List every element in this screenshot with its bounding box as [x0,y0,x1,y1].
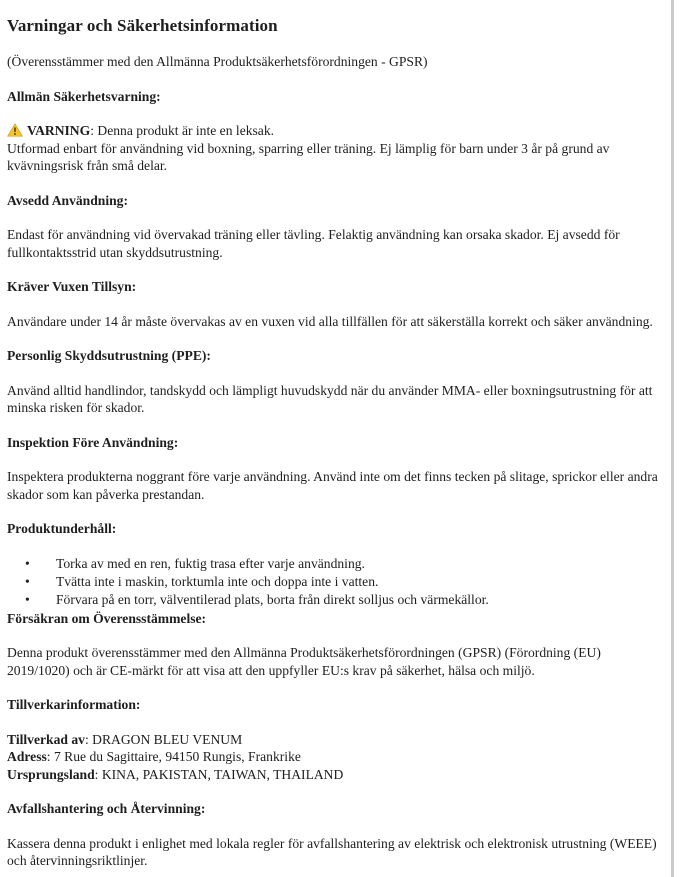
paragraph-conformity: Denna produkt överensstämmer med den Allmänna Produktsäkerhetsförordningen (GPSR) (Förordning (EU) 2019/1020) och är CE-märkt för att visa att den uppfyller EU:s krav på säkerhet, hälsa och miljö. [7,645,601,678]
document-subtitle: (Överensstämmer med den Allmänna Produktsäkerhetsförordningen - GPSR) [7,54,428,69]
list-item [7,555,662,573]
paragraph-general-warning: Utformad enbart för användning vid boxning, sparring eller träning. Ej lämplig för barn under 3 år på grund av kvävningsrisk från små delar. [7,140,610,173]
address-field [7,748,662,766]
section-heading-adult-supervision: Kräver Vuxen Tillsyn: [7,279,137,294]
page-title: Varningar och Säkerhetsinformation [7,16,278,35]
section-heading-waste-recycling: Avfallshantering och Återvinning: [7,801,206,816]
warning-label: VARNING [27,123,91,138]
list-item-text: Förvara på en torr, välventilerad plats, borta från direkt solljus och värmekällor. [56,591,489,607]
list-item [7,573,662,591]
paragraph-ppe: Använd alltid handlindor, tandskydd och lämpligt huvudskydd när du använder MMA- eller boxningsutrustning för att minska risken för skador. [7,382,653,415]
paragraph-inspection: Inspektera produkterna noggrant före varje användning. Använd inte om det finns tecken på slitage, sprickor eller andra skador som kan påverka prestandan. [7,469,658,502]
bullet-icon: • [25,591,30,607]
field-separator: : [94,766,102,782]
field-label: Ursprungsland [7,766,95,782]
origin-country-field [7,766,662,784]
list-item [7,591,662,609]
field-label: Tillverkad av [7,731,85,747]
bullet-icon: • [25,573,30,589]
section-heading-conformity: Försäkran om Överensstämmelse: [7,610,207,626]
section-heading-general-warning: Allmän Säkerhetsvarning: [7,88,161,104]
manufacturer-field [7,731,662,749]
right-edge-divider [671,0,674,877]
field-label: Adress [7,749,47,764]
section-heading-ppe: Personlig Skyddsutrustning (PPE): [7,348,211,363]
list-item-text: Tvätta inte i maskin, torktumla inte och doppa inte i vatten. [56,573,379,589]
list-item-text: Torka av med en ren, fuktig trasa efter varje användning. [56,555,365,571]
section-heading-maintenance: Produktunderhåll: [7,521,117,536]
field-value: 7 Rue du Sagittaire, 94150 Rungis, Frankrike [53,749,301,764]
section-heading-intended-use: Avsedd Användning: [7,192,129,208]
section-heading-inspection: Inspektion Före Användning: [7,434,179,450]
warning-triangle-icon [7,123,23,137]
maintenance-bullet-list [7,555,662,609]
paragraph-waste-recycling: Kassera denna produkt i enlighet med lokala regler för avfallshantering av elektrisk och elektronisk utrustning (WEEE) och återvinningsriktlinjer. [7,835,657,868]
warning-block [7,122,662,175]
field-value: DRAGON BLEU VENUM [92,731,243,747]
bullet-icon: • [25,555,30,571]
paragraph-adult-supervision: Användare under 14 år måste övervakas av en vuxen vid alla tillfällen för att säkerställa korrekt och säker användning. [7,313,653,329]
warning-text: : Denna produkt är inte en leksak. [90,123,275,138]
field-separator: : [84,731,93,747]
field-separator: : [46,749,54,764]
warning-line [7,122,662,140]
paragraph-intended-use: Endast för användning vid övervakad träning eller tävling. Felaktig användning kan orsaka skador. Ej avsedd för fullkontaktsstrid utan skyddsutrustning. [7,227,620,260]
field-value: KINA, PAKISTAN, TAIWAN, THAILAND [101,766,344,782]
section-heading-manufacturer: Tillverkarinformation: [7,697,141,712]
manufacturer-info-block [7,731,662,784]
